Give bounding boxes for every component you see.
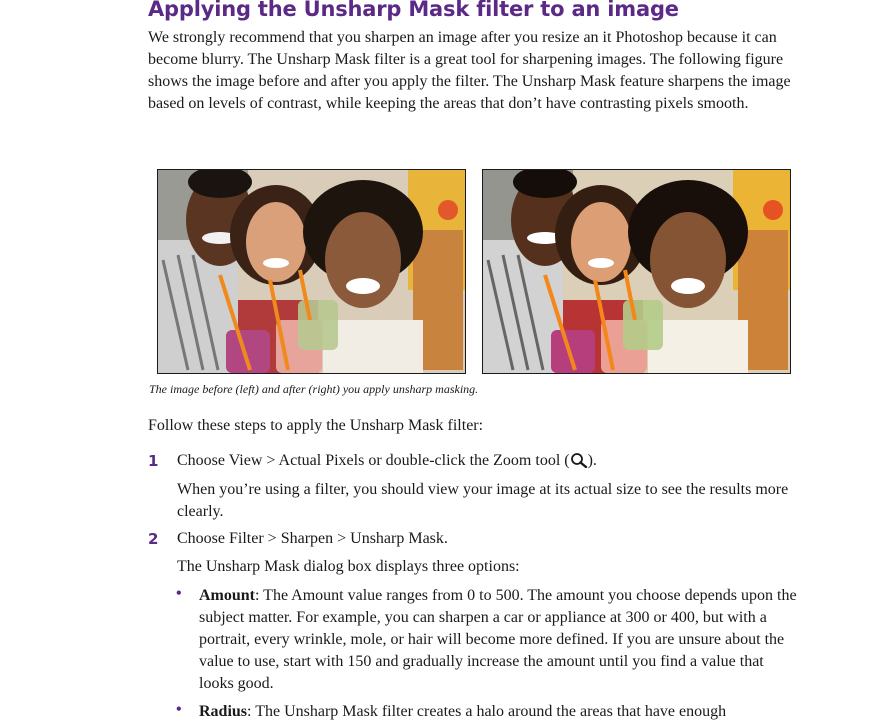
intro-paragraph: We strongly recommend that you sharpen an image after you resize an it Photoshop because it can become blurry. The Unsharp Mask filter is a great tool for sharpening images. The following figure shows the image before and after you apply the filter. The Unsharp Mask feature sharpens the image based on levels of contrast, while keeping the areas that don’t have contrasting pixels smooth. bbox=[148, 29, 791, 112]
step-text-before-icon: Choose View > Actual Pixels or double-click the Zoom tool ( bbox=[177, 452, 570, 469]
option-separator: : bbox=[247, 703, 252, 720]
step-text: Choose Filter > Sharpen > Unsharp Mask. bbox=[177, 530, 448, 547]
zoom-tool-icon bbox=[570, 452, 588, 468]
option-text: The Amount value ranges from 0 to 500. The amount you choose depends upon the subject matter. For example, you can sharpen a car or appliance at 300 or 400, but with a portrait, every wrinkle, mole, or hair will become more defined. If you are unsure about the value to use, start with 150 and gradually increase the amount until you find a value that looks good. bbox=[199, 587, 797, 692]
step-detail: The Unsharp Mask dialog box displays three options: bbox=[177, 558, 520, 575]
bullet-icon: • bbox=[176, 585, 182, 602]
steps-intro: Follow these steps to apply the Unsharp Mask filter: bbox=[148, 417, 484, 434]
photo-before-illustration bbox=[158, 170, 465, 373]
option-radius bbox=[199, 701, 799, 723]
figure-caption: The image before (left) and after (right) you apply unsharp masking. bbox=[149, 382, 479, 396]
bullet-icon: • bbox=[176, 701, 182, 718]
option-amount bbox=[199, 585, 799, 695]
section-heading: Applying the Unsharp Mask filter to an image bbox=[148, 0, 679, 21]
photo-after-illustration bbox=[483, 170, 790, 373]
step-number: 2 bbox=[148, 530, 159, 548]
photo-before bbox=[157, 169, 466, 374]
step-text bbox=[177, 450, 597, 472]
option-text: The Unsharp Mask filter creates a halo around the areas that have enough bbox=[251, 703, 727, 720]
option-term: Radius bbox=[199, 703, 248, 720]
step-text-after-icon: ). bbox=[587, 452, 597, 469]
photo-after bbox=[482, 169, 791, 374]
step-number: 1 bbox=[148, 452, 159, 470]
option-separator: : bbox=[255, 587, 260, 604]
option-term: Amount bbox=[199, 587, 256, 604]
step-detail: When you’re using a filter, you should view your image at its actual size to see the results more clearly. bbox=[177, 481, 789, 520]
